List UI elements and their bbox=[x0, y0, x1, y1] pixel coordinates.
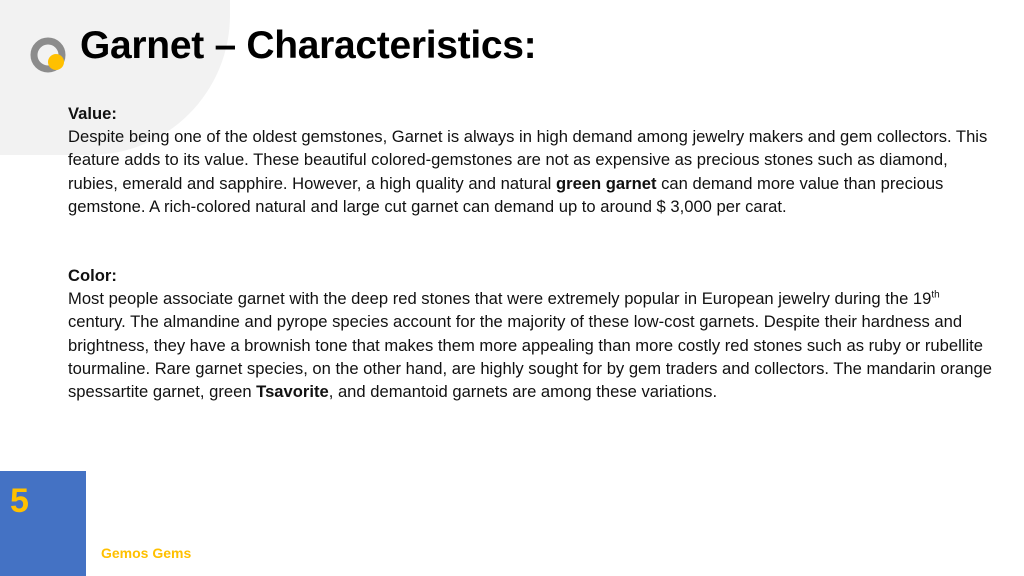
color-text-part: Most people associate garnet with the deep red stones that were extremely popular in European jewelry during the 19 bbox=[68, 289, 932, 309]
content-body bbox=[68, 102, 993, 403]
color-section bbox=[68, 264, 993, 403]
circle-logo-icon bbox=[30, 36, 68, 74]
page-title: Garnet – Characteristics: bbox=[80, 24, 537, 67]
value-paragraph bbox=[68, 125, 993, 218]
ordinal-superscript: th bbox=[931, 289, 940, 301]
value-text-part: Despite being one of the oldest gemstones, Garnet is always in high demand among jewelry makers and gem collectors. This feature adds to its value. These beautiful colored-gemstones are not as expensive as precious stones such as diamond, rubies, emerald and sapphire. However, a high quality and natural bbox=[68, 127, 988, 193]
color-heading: Color: bbox=[68, 266, 117, 286]
color-text-part: , and demantoid garnets are among these variations. bbox=[328, 382, 718, 402]
page-number: 5 bbox=[10, 482, 29, 520]
value-text-part: can demand more value than precious gemstone. A rich-colored natural and large cut garnet can demand up to around $ 3,000 per carat. bbox=[68, 173, 944, 216]
color-text-part: century. The almandine and pyrope species account for the majority of these low-cost garnets. Despite their hardness and brightness, they have a brownish tone that makes them more appealing than more costly red stones such as ruby or rubellite tourmaline. Rare garnet species, on the other hand, are highly sought for by gem traders and collectors. The mandarin orange spessartite garnet, green bbox=[68, 312, 992, 402]
value-heading: Value: bbox=[68, 104, 117, 123]
value-section bbox=[68, 102, 993, 218]
color-bold-term: Tsavorite bbox=[256, 382, 329, 402]
value-bold-term: green garnet bbox=[555, 173, 657, 193]
color-paragraph bbox=[68, 287, 993, 403]
footer-brand: Gemos Gems bbox=[101, 545, 192, 561]
